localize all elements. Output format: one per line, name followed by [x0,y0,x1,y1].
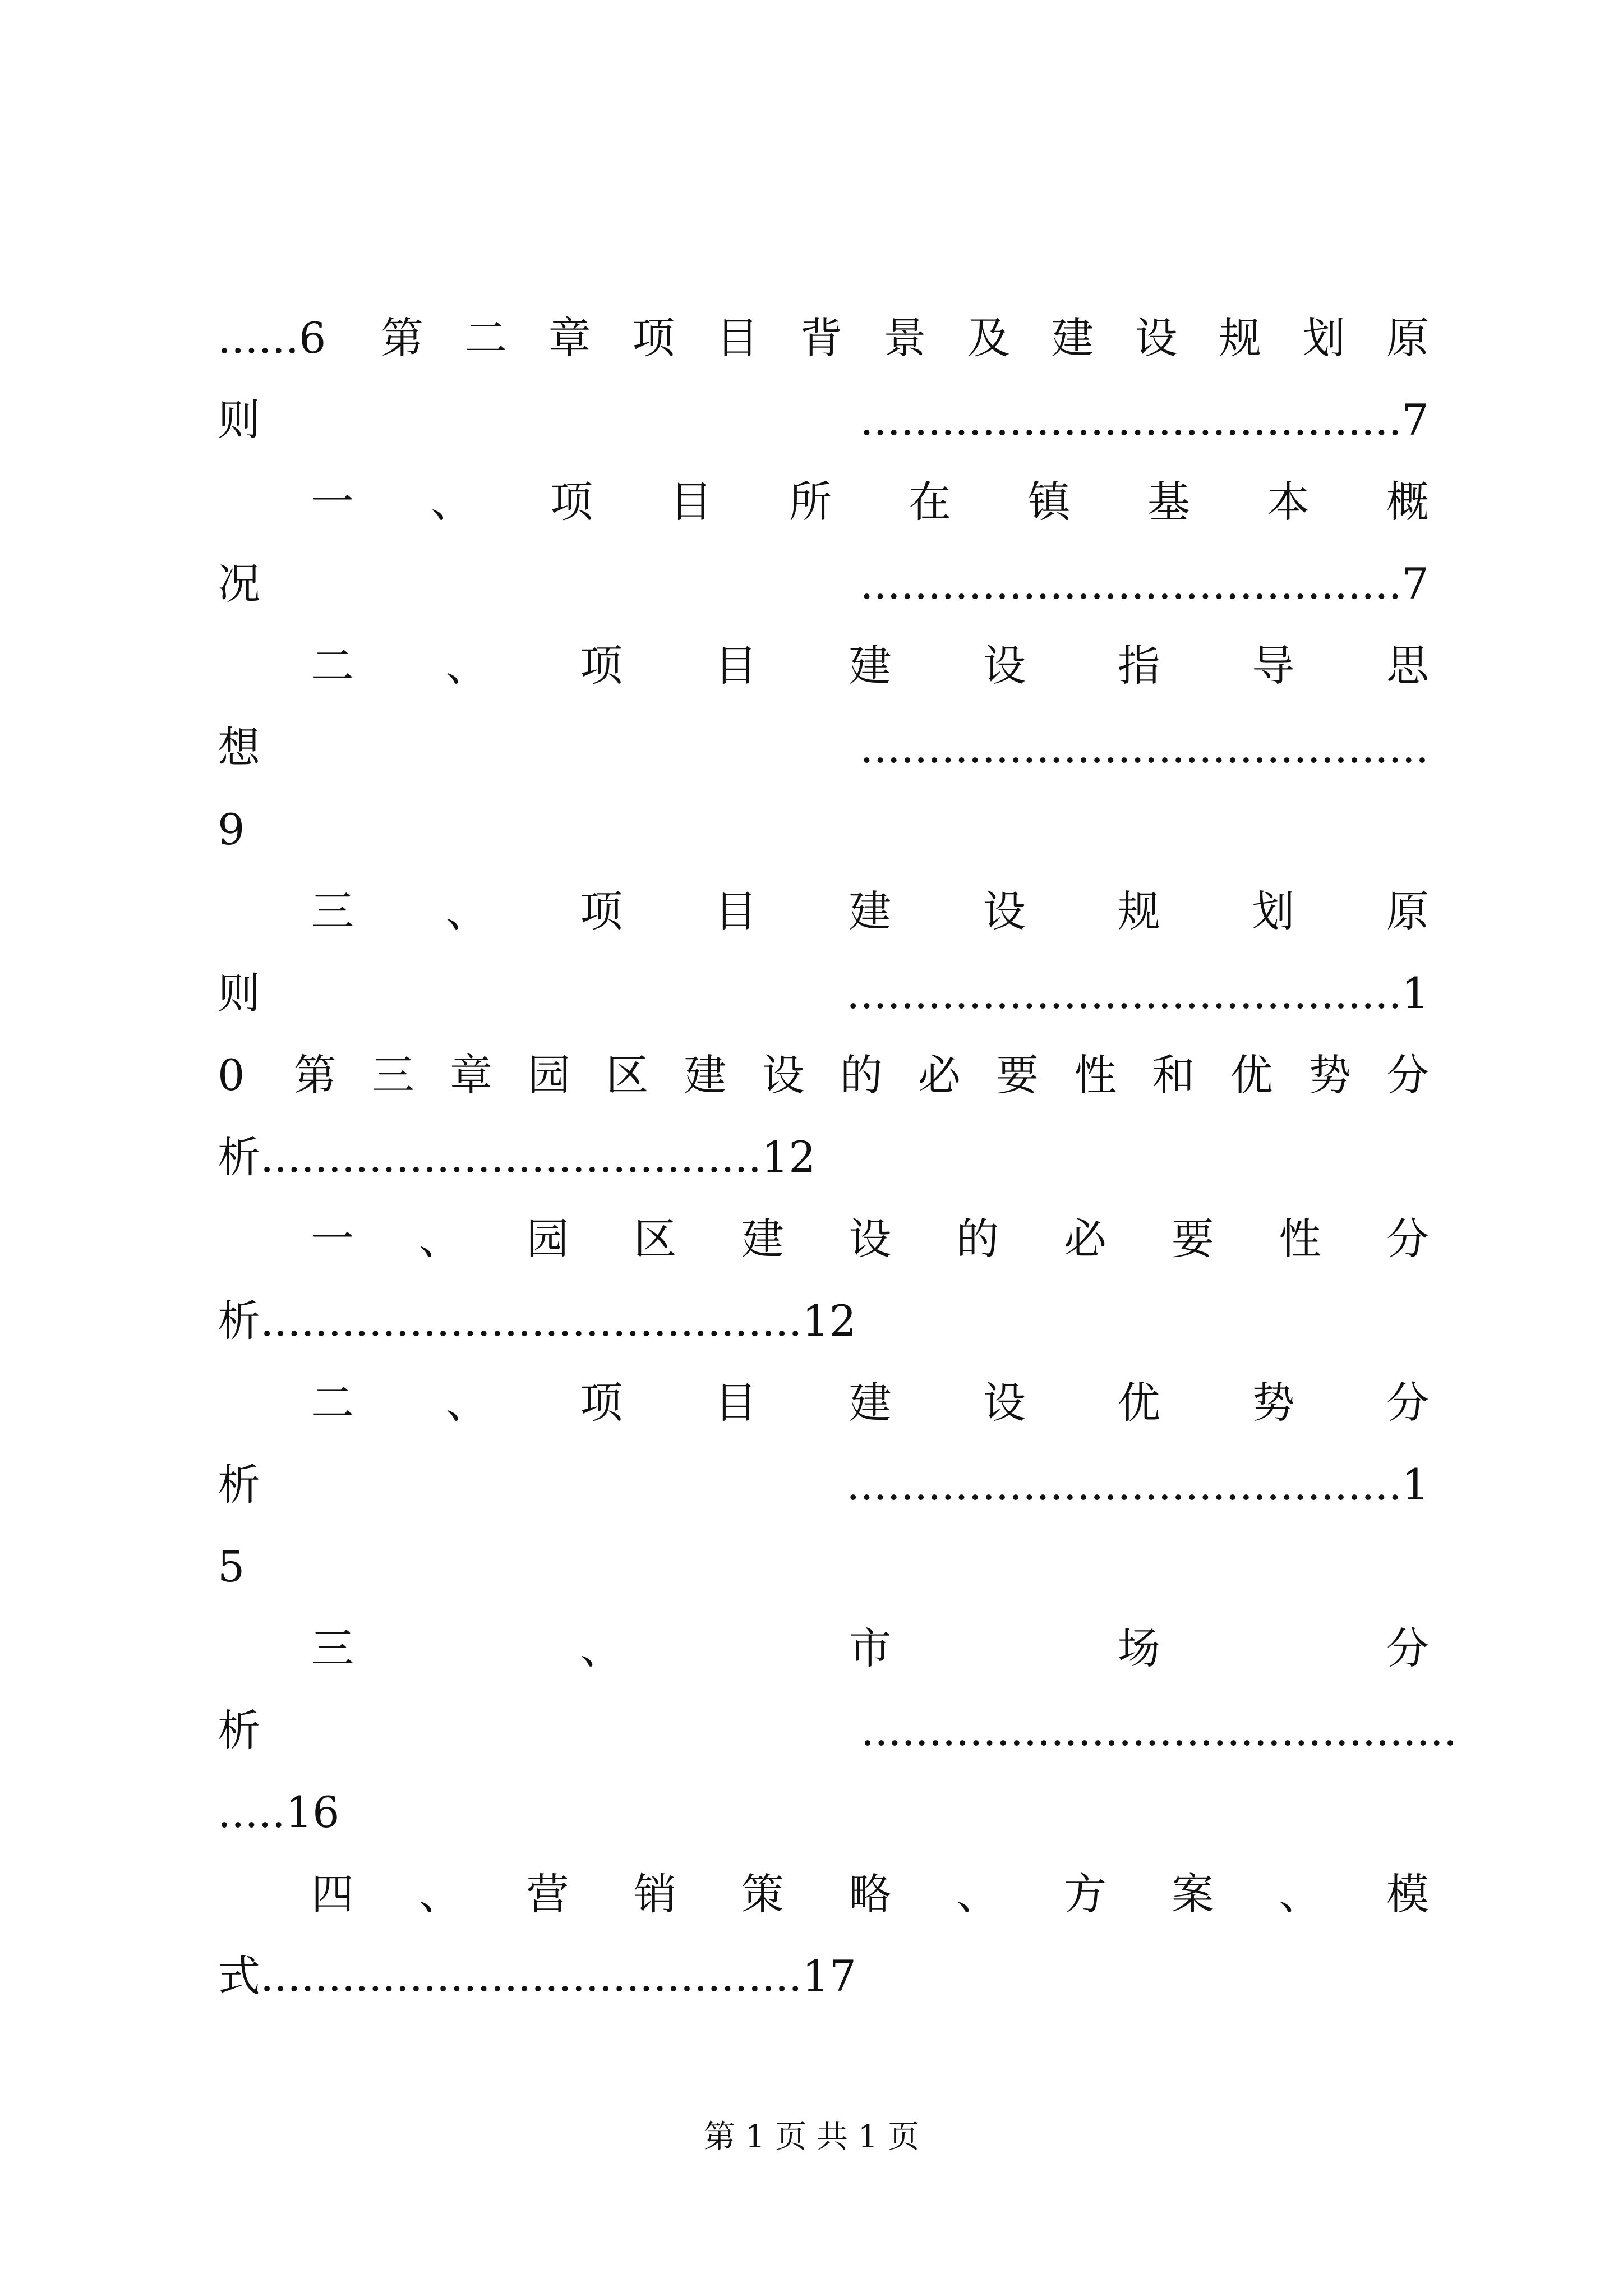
toc-line: 想.......................................... [218,723,1429,772]
toc-line: 二 、 项 目 建 设 指 导 思 [311,641,1429,691]
toc-line: 一 、 园 区 建 设 的 必 要 性 分 [311,1214,1429,1264]
toc-line: 析........................................12 [218,1296,857,1346]
toc-line: 析.........................................1 [218,1460,1429,1510]
toc-line: 则........................................7 [218,395,1429,445]
page-footer: 第 1 页 共 1 页 [703,2119,920,2155]
toc-line: 则.........................................1 [218,968,1429,1018]
toc-line: 0 第三章园区建设的必要性和优势分 [218,1050,1429,1100]
toc-line: 析.....................................12 [218,1132,816,1182]
toc-line: 析............................................ [218,1705,1457,1755]
toc-line: 5 [218,1542,245,1591]
toc-line: 况........................................7 [218,559,1429,609]
toc-line: 二 、 项 目 建 设 优 势 分 [311,1378,1429,1428]
toc-line: 三 、 项 目 建 设 规 划 原 [311,886,1429,936]
toc-line: 9 [218,804,245,854]
toc-line: 式........................................17 [218,1951,857,2001]
toc-line: 四 、 营 销 策 略 、 方 案 、 模 [311,1869,1429,1919]
toc-line: ......6 第二章项目背景及建设规划原 [218,313,1429,363]
toc-line: 一 、 项 目 所 在 镇 基 本 概 [311,477,1429,527]
toc-line: .....16 [218,1787,340,1837]
toc-line: 三 、 市 场 分 [311,1623,1429,1673]
